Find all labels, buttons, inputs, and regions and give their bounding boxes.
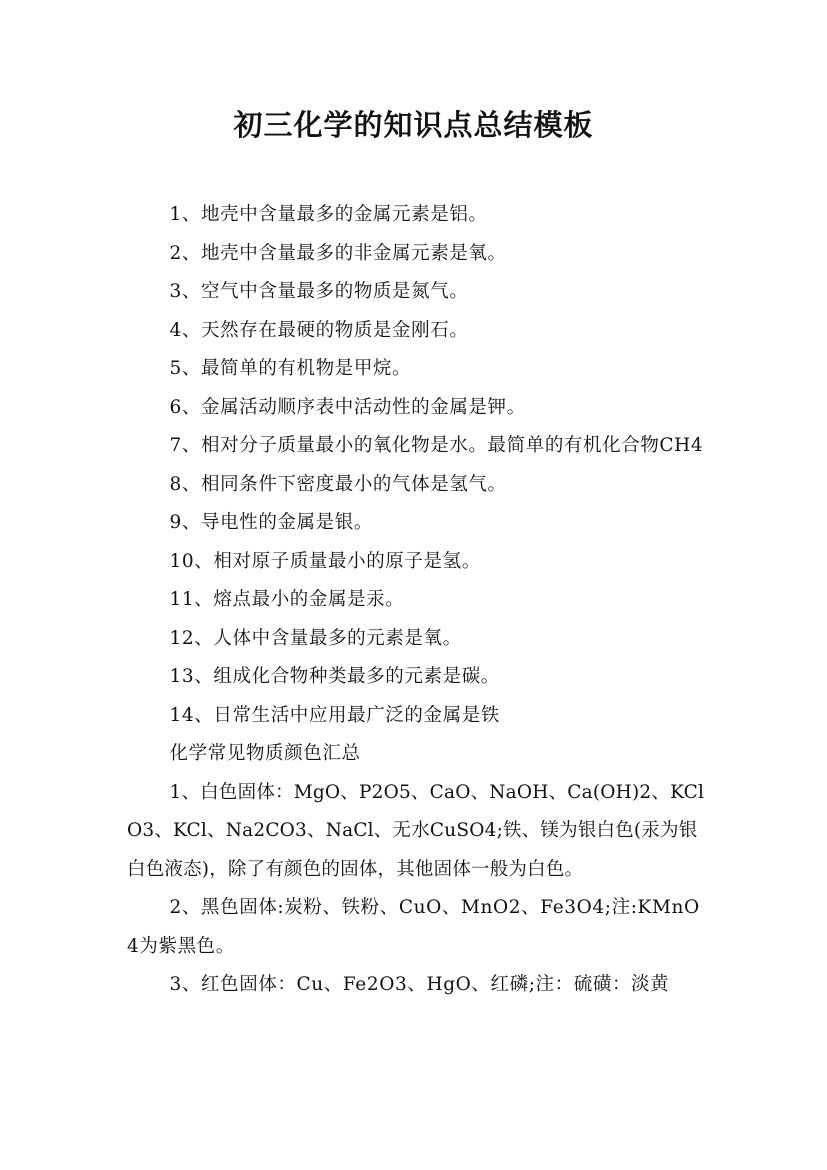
paragraph-black-solids: 2、黑色固体:炭粉、铁粉、CuO、MnO2、Fe3O4;注:KMnO4为紫黑色。: [127, 897, 700, 957]
paragraph-red-solids: 3、红色固体：Cu、Fe2O3、HgO、红磷;注：硫磺：淡黄: [169, 974, 670, 995]
paragraph-10: 10、相对原子质量最小的原子是氢。: [169, 550, 481, 572]
paragraph-3: 3、空气中含量最多的物质是氮气。: [169, 281, 469, 302]
paragraph-4: 4、天然存在最硬的物质是金刚石。: [169, 319, 469, 341]
paragraph-5: 5、最简单的有机物是甲烷。: [169, 358, 412, 379]
paragraph-1: 1、地壳中含量最多的金属元素是铝。: [169, 204, 488, 225]
paragraph-9: 9、导电性的金属是银。: [169, 512, 373, 533]
paragraph-6: 6、金属活动顺序表中活动性的金属是钾。: [169, 396, 526, 418]
document-body: [127, 196, 712, 1005]
paragraph-14: 14、日常生活中应用最广泛的金属是铁: [169, 704, 500, 726]
paragraph-2: 2、地壳中含量最多的非金属元素是氧。: [169, 242, 507, 264]
paragraph-13: 13、组成化合物种类最多的元素是碳。: [169, 666, 500, 687]
paragraph-8: 8、相同条件下密度最小的气体是氢气。: [169, 473, 507, 495]
paragraph-11: 11、熔点最小的金属是汞。: [169, 589, 405, 610]
paragraph-7: 7、相对分子质量最小的氧化物是水。最简单的有机化合物CH4: [169, 435, 704, 456]
paragraph-white-solids: 1、白色固体：MgO、P2O5、CaO、NaOH、Ca(OH)2、KClO3、KCl、Na2CO3、NaCl、无水CuSO4;铁、镁为银白色(汞为银白色液态)，除了有颜色的固体，其他固体一般为白色。: [127, 781, 705, 880]
document-title: 初三化学的知识点总结模板: [233, 108, 594, 142]
section-heading-colors: 化学常见物质颜色汇总: [169, 743, 361, 764]
paragraph-12: 12、人体中含量最多的元素是氧。: [169, 627, 462, 649]
